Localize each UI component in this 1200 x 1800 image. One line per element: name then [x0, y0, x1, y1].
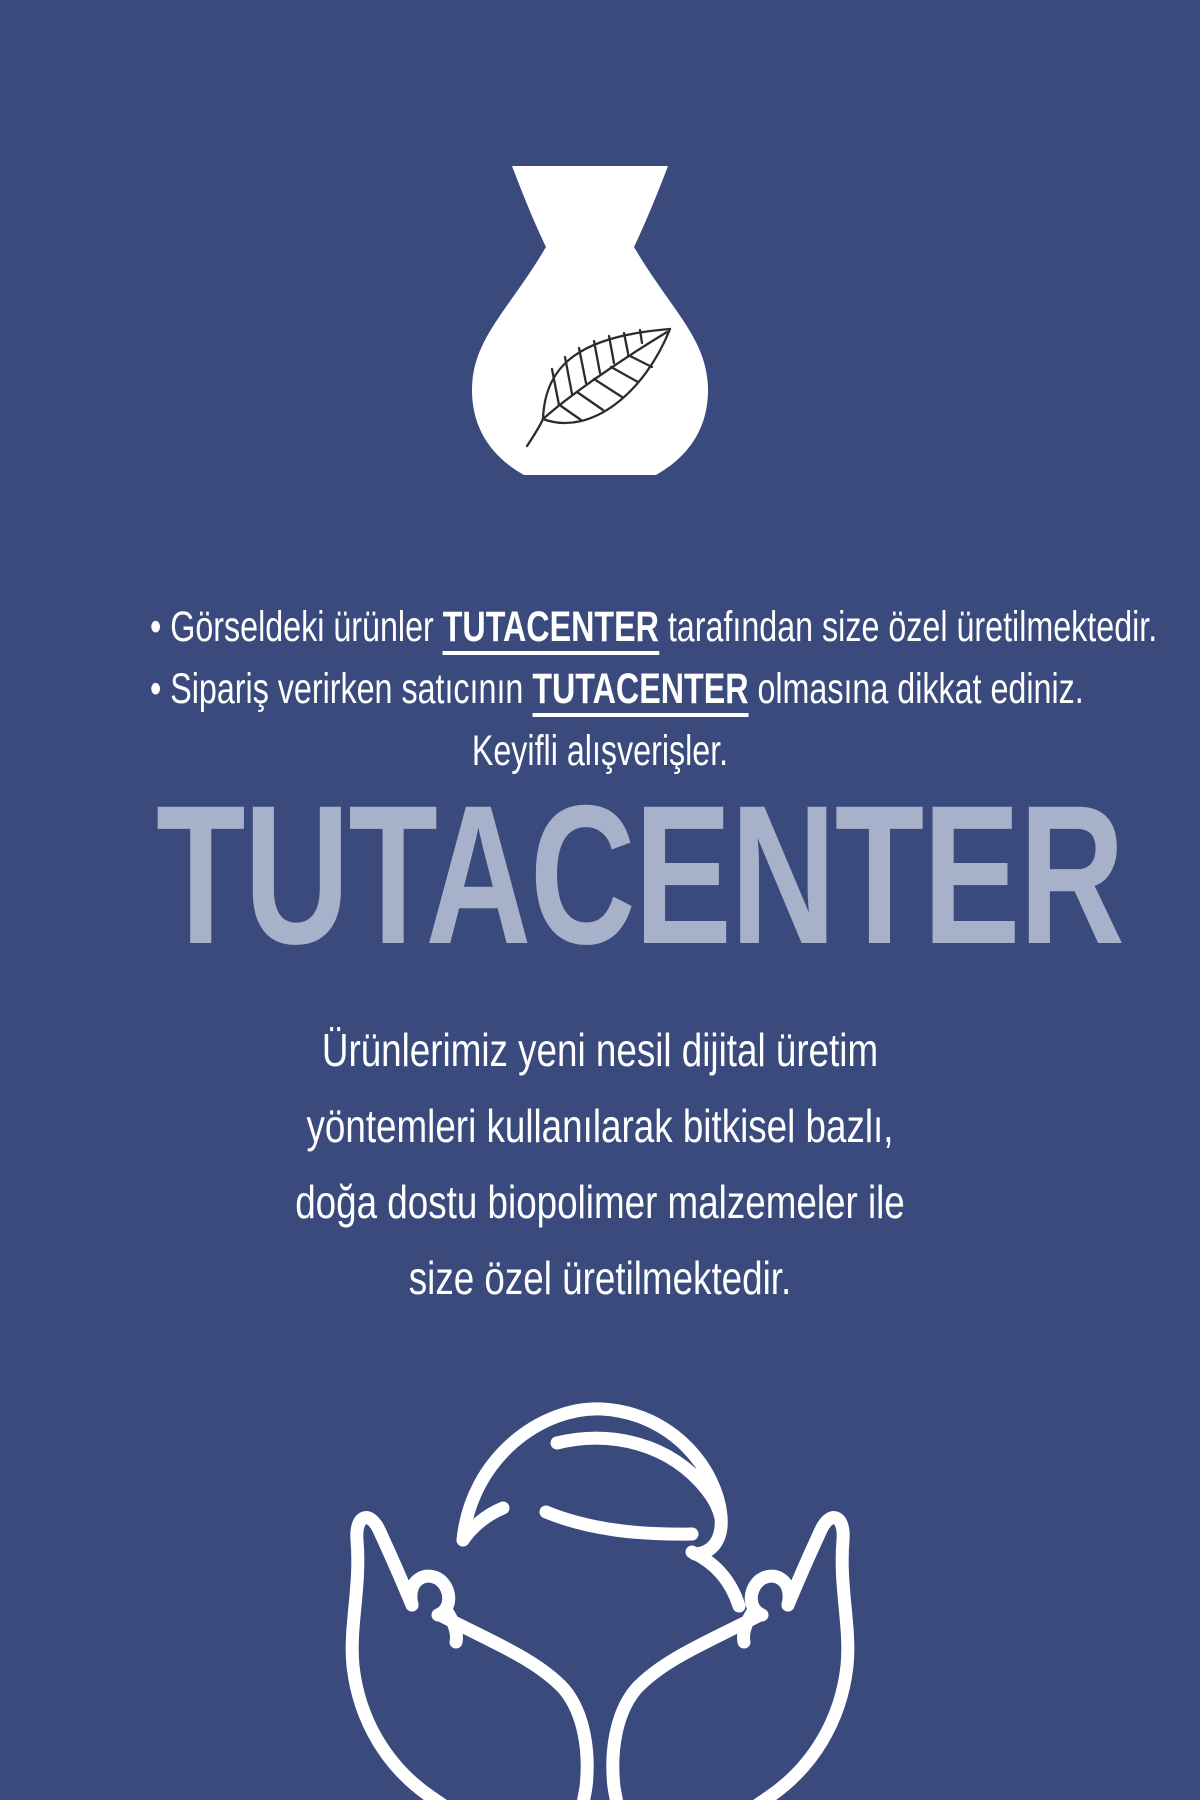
notice-line-1-prefix: • Görseldeki ürünler: [150, 603, 443, 651]
notice-block: [0, 596, 1200, 782]
notice-line-2-prefix: • Sipariş verirken satıcının: [150, 665, 533, 713]
description-block: [0, 1012, 1200, 1316]
right-hand: [613, 1518, 848, 1800]
brand-name-underlined: TUTACENTER: [532, 665, 748, 717]
description-line: yöntemleri kullanılarak bitkisel bazlı,: [306, 1100, 894, 1152]
left-hand: [352, 1518, 587, 1800]
brand-watermark-text: TUTACENTER: [156, 764, 1124, 985]
vase-with-leaf-icon: [459, 166, 721, 480]
notice-line-3: Keyifli alışverişler.: [471, 727, 729, 775]
description-line: Ürünlerimiz yeni nesil dijital üretim: [321, 1024, 879, 1076]
notice-line-2: [150, 658, 1084, 720]
notice-line-1-suffix: tarafından size özel üretilmektedir.: [658, 603, 1158, 651]
brand-name-underlined: TUTACENTER: [443, 603, 659, 655]
notice-line-1: [150, 596, 1158, 658]
hands-holding-leaf-icon: [338, 1382, 862, 1800]
description-line: size özel üretilmektedir.: [408, 1252, 792, 1304]
brand-watermark: [0, 764, 1200, 985]
description-line: doğa dostu biopolimer malzemeler ile: [295, 1176, 905, 1228]
notice-line-2-suffix: olmasına dikkat ediniz.: [748, 665, 1084, 713]
